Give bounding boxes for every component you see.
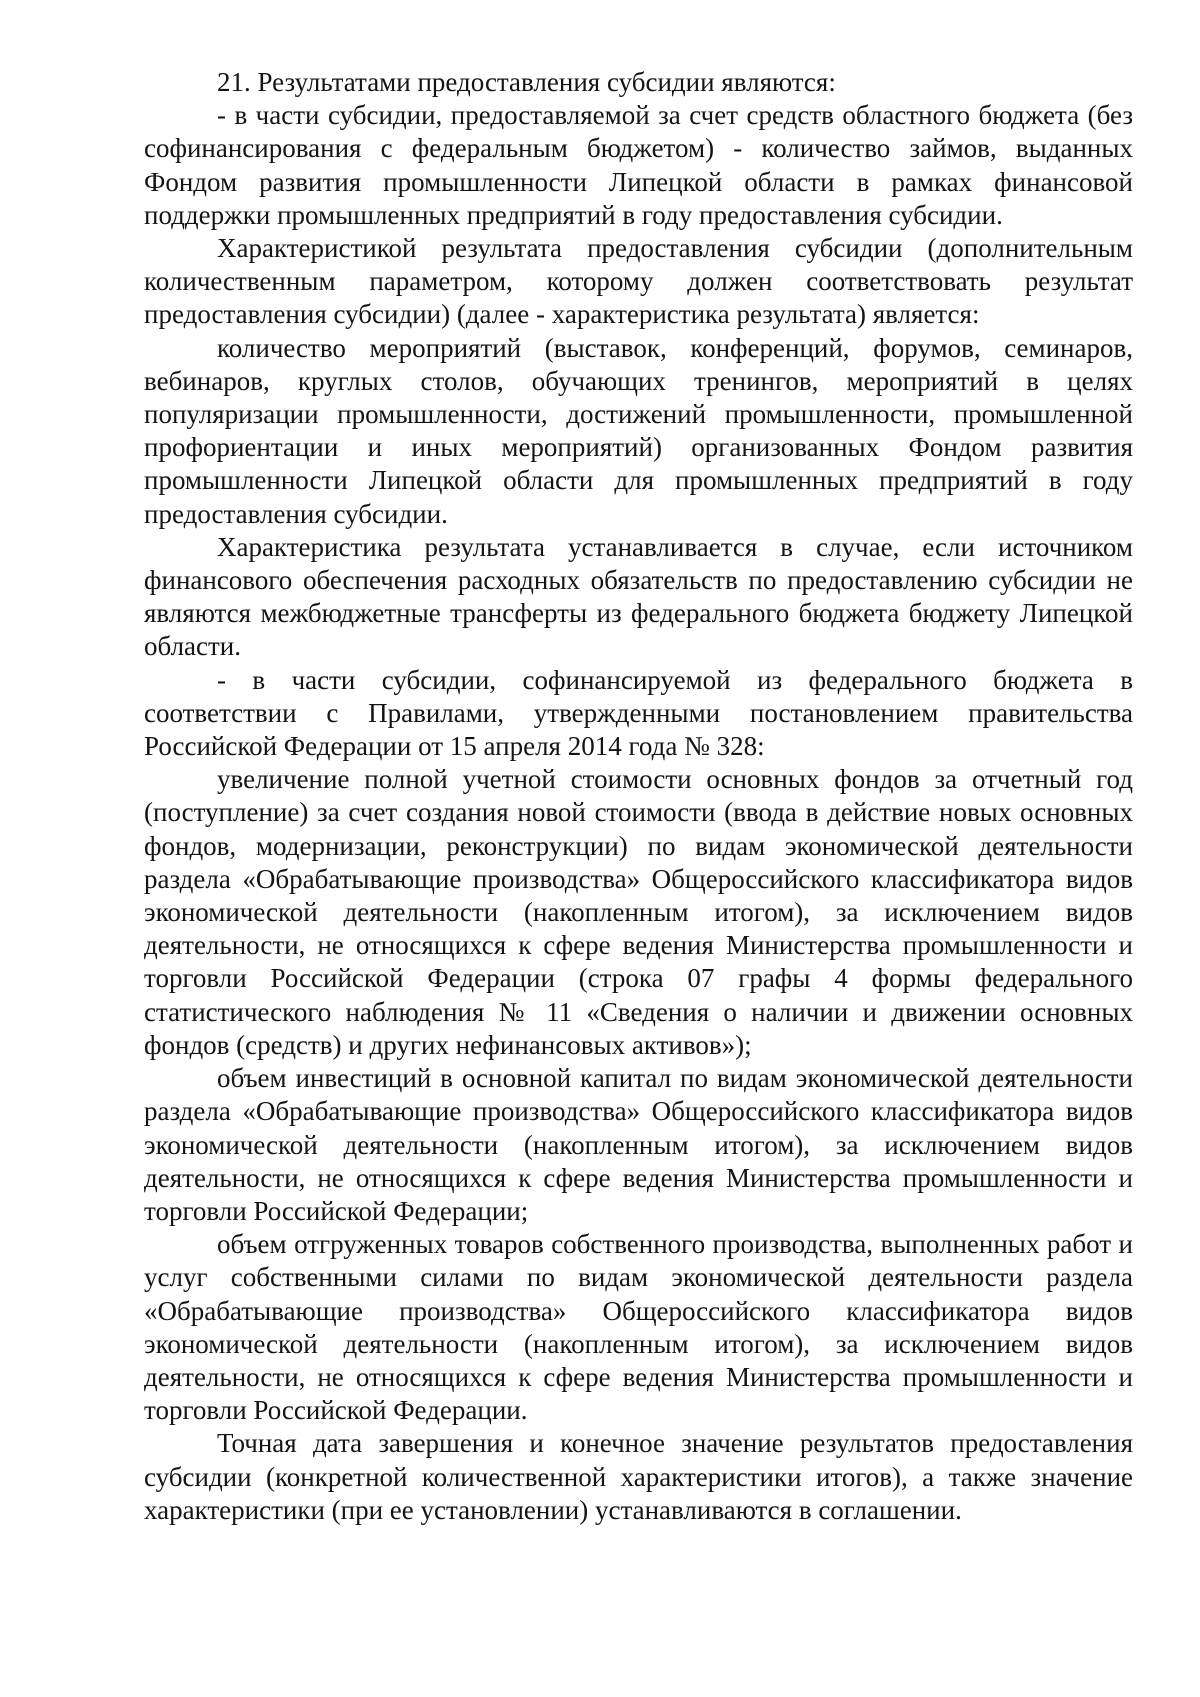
paragraph-fixed-assets-increase: увеличение полной учетной стоимости основных фондов за отчетный год (поступление) за счет создания новой стоимости (ввода в действие новых основных фондов, модернизации, реконструкции) по видам экономической деятельности раздела «Обрабатывающие производства» Общероссийского классификатора видов экономической деятельности (накопленным итогом), за исключением видов деятельности, не относящихся к сфере ведения Министерства промышленности и торговли Российской Федерации (строка 07 графы 4 формы федерального статистического наблюдения № 11 «Сведения о наличии и движении основных фондов (средств) и других нефинансовых активов»); <box>144 764 1133 1060</box>
paragraph-result-characteristic: Характеристикой результата предоставления субсидии (дополнительным количественным параметром, которому должен соответствовать результат предоставления субсидии) (далее - характеристика результата) является: <box>144 233 1133 330</box>
paragraph-results-heading: 21. Результатами предоставления субсидии являются: <box>217 67 836 97</box>
paragraph-characteristic-condition: Характеристика результата устанавливается в случае, если источником финансового обеспечения расходных обязательств по предоставлению субсидии не являются межбюджетные трансферты из федерального бюджета бюджету Липецкой области. <box>144 531 1133 662</box>
paragraph-agreement-terms: Точная дата завершения и конечное значение результатов предоставления субсидии (конкретной количественной характеристики итогов), а также значение характеристики (при ее установлении) устанавливаются в соглашении. <box>144 1428 1133 1525</box>
paragraph-federal-cofinancing-part: - в части субсидии, софинансируемой из федерального бюджета в соответствии с Правилами, утвержденными постановлением правительства Российской Федерации от 15 апреля 2014 года № 328: <box>144 664 1133 762</box>
paragraph-events-count: количество мероприятий (выставок, конференций, форумов, семинаров, вебинаров, круглых столов, обучающих тренингов, мероприятий в целях популяризации промышленности, достижений промышленности, промышленной профориентации и иных мероприятий) организованных Фондом развития промышленности Липецкой области для промышленных предприятий в году предоставления субсидии. <box>144 332 1133 529</box>
paragraph-regional-budget-part: - в части субсидии, предоставляемой за счет средств областного бюджета (без софинансирования с федеральным бюджетом) - количество займов, выданных Фондом развития промышленности Липецкой области в рамках финансовой поддержки промышленных предприятий в году предоставления субсидии. <box>144 100 1133 230</box>
document-page <box>144 66 1133 1527</box>
paragraph-capital-investment: объем инвестиций в основной капитал по видам экономической деятельности раздела «Обрабатывающие производства» Общероссийского классификатора видов экономической деятельности (накопленным итогом), за исключением видов деятельности, не относящихся к сфере ведения Министерства промышленности и торговли Российской Федерации; <box>144 1063 1133 1226</box>
paragraph-shipped-goods: объем отгруженных товаров собственного производства, выполненных работ и услуг собственными силами по видам экономической деятельности раздела «Обрабатывающие производства» Общероссийского классификатора видов экономической деятельности (накопленным итогом), за исключением видов деятельности, не относящихся к сфере ведения Министерства промышленности и торговли Российской Федерации. <box>144 1229 1133 1426</box>
